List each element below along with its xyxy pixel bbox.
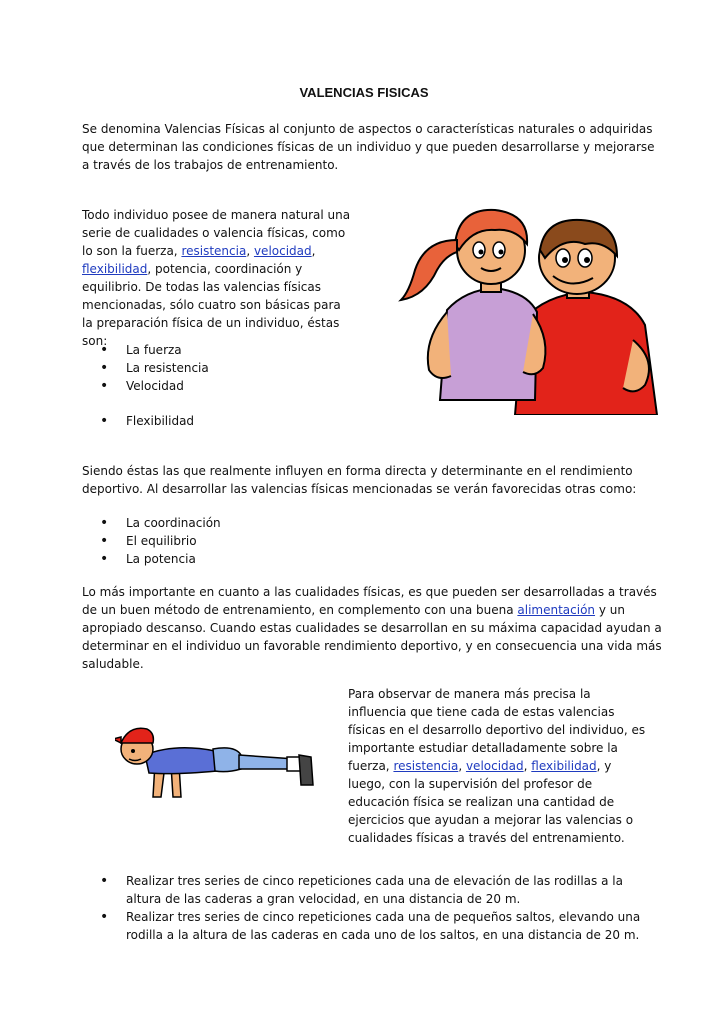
pushup-illustration: [115, 715, 325, 805]
list-item: • La fuerza: [82, 341, 382, 359]
separator: ,: [523, 759, 532, 773]
observation-paragraph: [348, 685, 648, 847]
intro-paragraph: Se denomina Valencias Físicas al conjunto de aspectos o características naturales o adquiridas que determinan las condiciones físicas de un individuo y que pueden desarrollarse y mejorarse a través de los trabajos de entrenamiento.: [82, 122, 655, 172]
link-resistencia[interactable]: resistencia: [181, 244, 247, 258]
exercise-list: [82, 872, 662, 944]
link-flexibilidad[interactable]: flexibilidad: [82, 262, 148, 276]
link-velocidad[interactable]: velocidad: [253, 244, 312, 258]
link-velocidad-2[interactable]: velocidad: [465, 759, 524, 773]
basic-qualities-list-extra: [82, 412, 382, 430]
list-item: • La potencia: [82, 550, 382, 568]
link-flexibilidad-2[interactable]: flexibilidad: [531, 759, 597, 773]
list-item: • La coordinación: [82, 514, 382, 532]
basic-qualities-list: [82, 341, 382, 395]
list-item: • Velocidad: [82, 377, 382, 395]
list-item: • El equilibrio: [82, 532, 382, 550]
link-resistencia-2[interactable]: resistencia: [393, 759, 459, 773]
list-item: • Flexibilidad: [82, 412, 382, 430]
list-item: • La resistencia: [82, 359, 382, 377]
qualities-text-start: Todo individuo posee de manera natural una serie de cualidades o valencia físicas, como lo son la fuerza,: [82, 208, 351, 258]
qualities-text-end: , potencia, coordinación y equilibrio. De todas las valencias físicas mencionadas, sólo cuatro son básicas para la preparación física de un individuo, éstas son:: [82, 262, 341, 348]
couple-illustration: [395, 200, 665, 415]
observation-text-start: Para observar de manera más precisa la influencia que tiene cada de estas valencias físicas en el desarrollo deportivo del individuo, es importante estudiar detalladamente sobre la fuerza,: [348, 687, 646, 773]
separator: ,: [458, 759, 466, 773]
separator: ,: [311, 244, 316, 258]
link-alimentacion[interactable]: alimentación: [517, 603, 596, 617]
page-title: VALENCIAS FISICAS: [299, 85, 429, 100]
influence-paragraph: Siendo éstas las que realmente influyen en forma directa y determinante en el rendimiento deportivo. Al desarrollar las valencias físicas mencionadas se verán favorecidas otras como:: [82, 464, 637, 496]
other-qualities-list: [82, 514, 382, 568]
qualities-paragraph: [82, 206, 354, 350]
importance-paragraph: [82, 583, 662, 673]
separator: ,: [246, 244, 254, 258]
importance-text-end: y un apropiado descanso. Cuando estas cualidades se desarrollan en su máxima capacidad ayudan a determinar en el individuo un favorable rendimiento deportivo, y en consecuencia una vida más saludable.: [82, 603, 662, 671]
list-item: • Realizar tres series de cinco repeticiones cada una de pequeños saltos, elevando una rodilla a la altura de las caderas en cada uno de los saltos, en una distancia de 20 m.: [82, 908, 662, 944]
observation-text-end: , y luego, con la supervisión del profesor de educación física se realizan una cantidad de ejercicios que ayudan a mejorar las valencias o cualidades físicas a través del entrenamiento.: [348, 759, 634, 845]
list-item: • Realizar tres series de cinco repeticiones cada una de elevación de las rodillas a la altura de las caderas a gran velocidad, en una distancia de 20 m.: [82, 872, 662, 908]
importance-text-start: Lo más importante en cuanto a las cualidades físicas, es que pueden ser desarrolladas a través de un buen método de entrenamiento, en complemento con una buena: [82, 585, 657, 617]
